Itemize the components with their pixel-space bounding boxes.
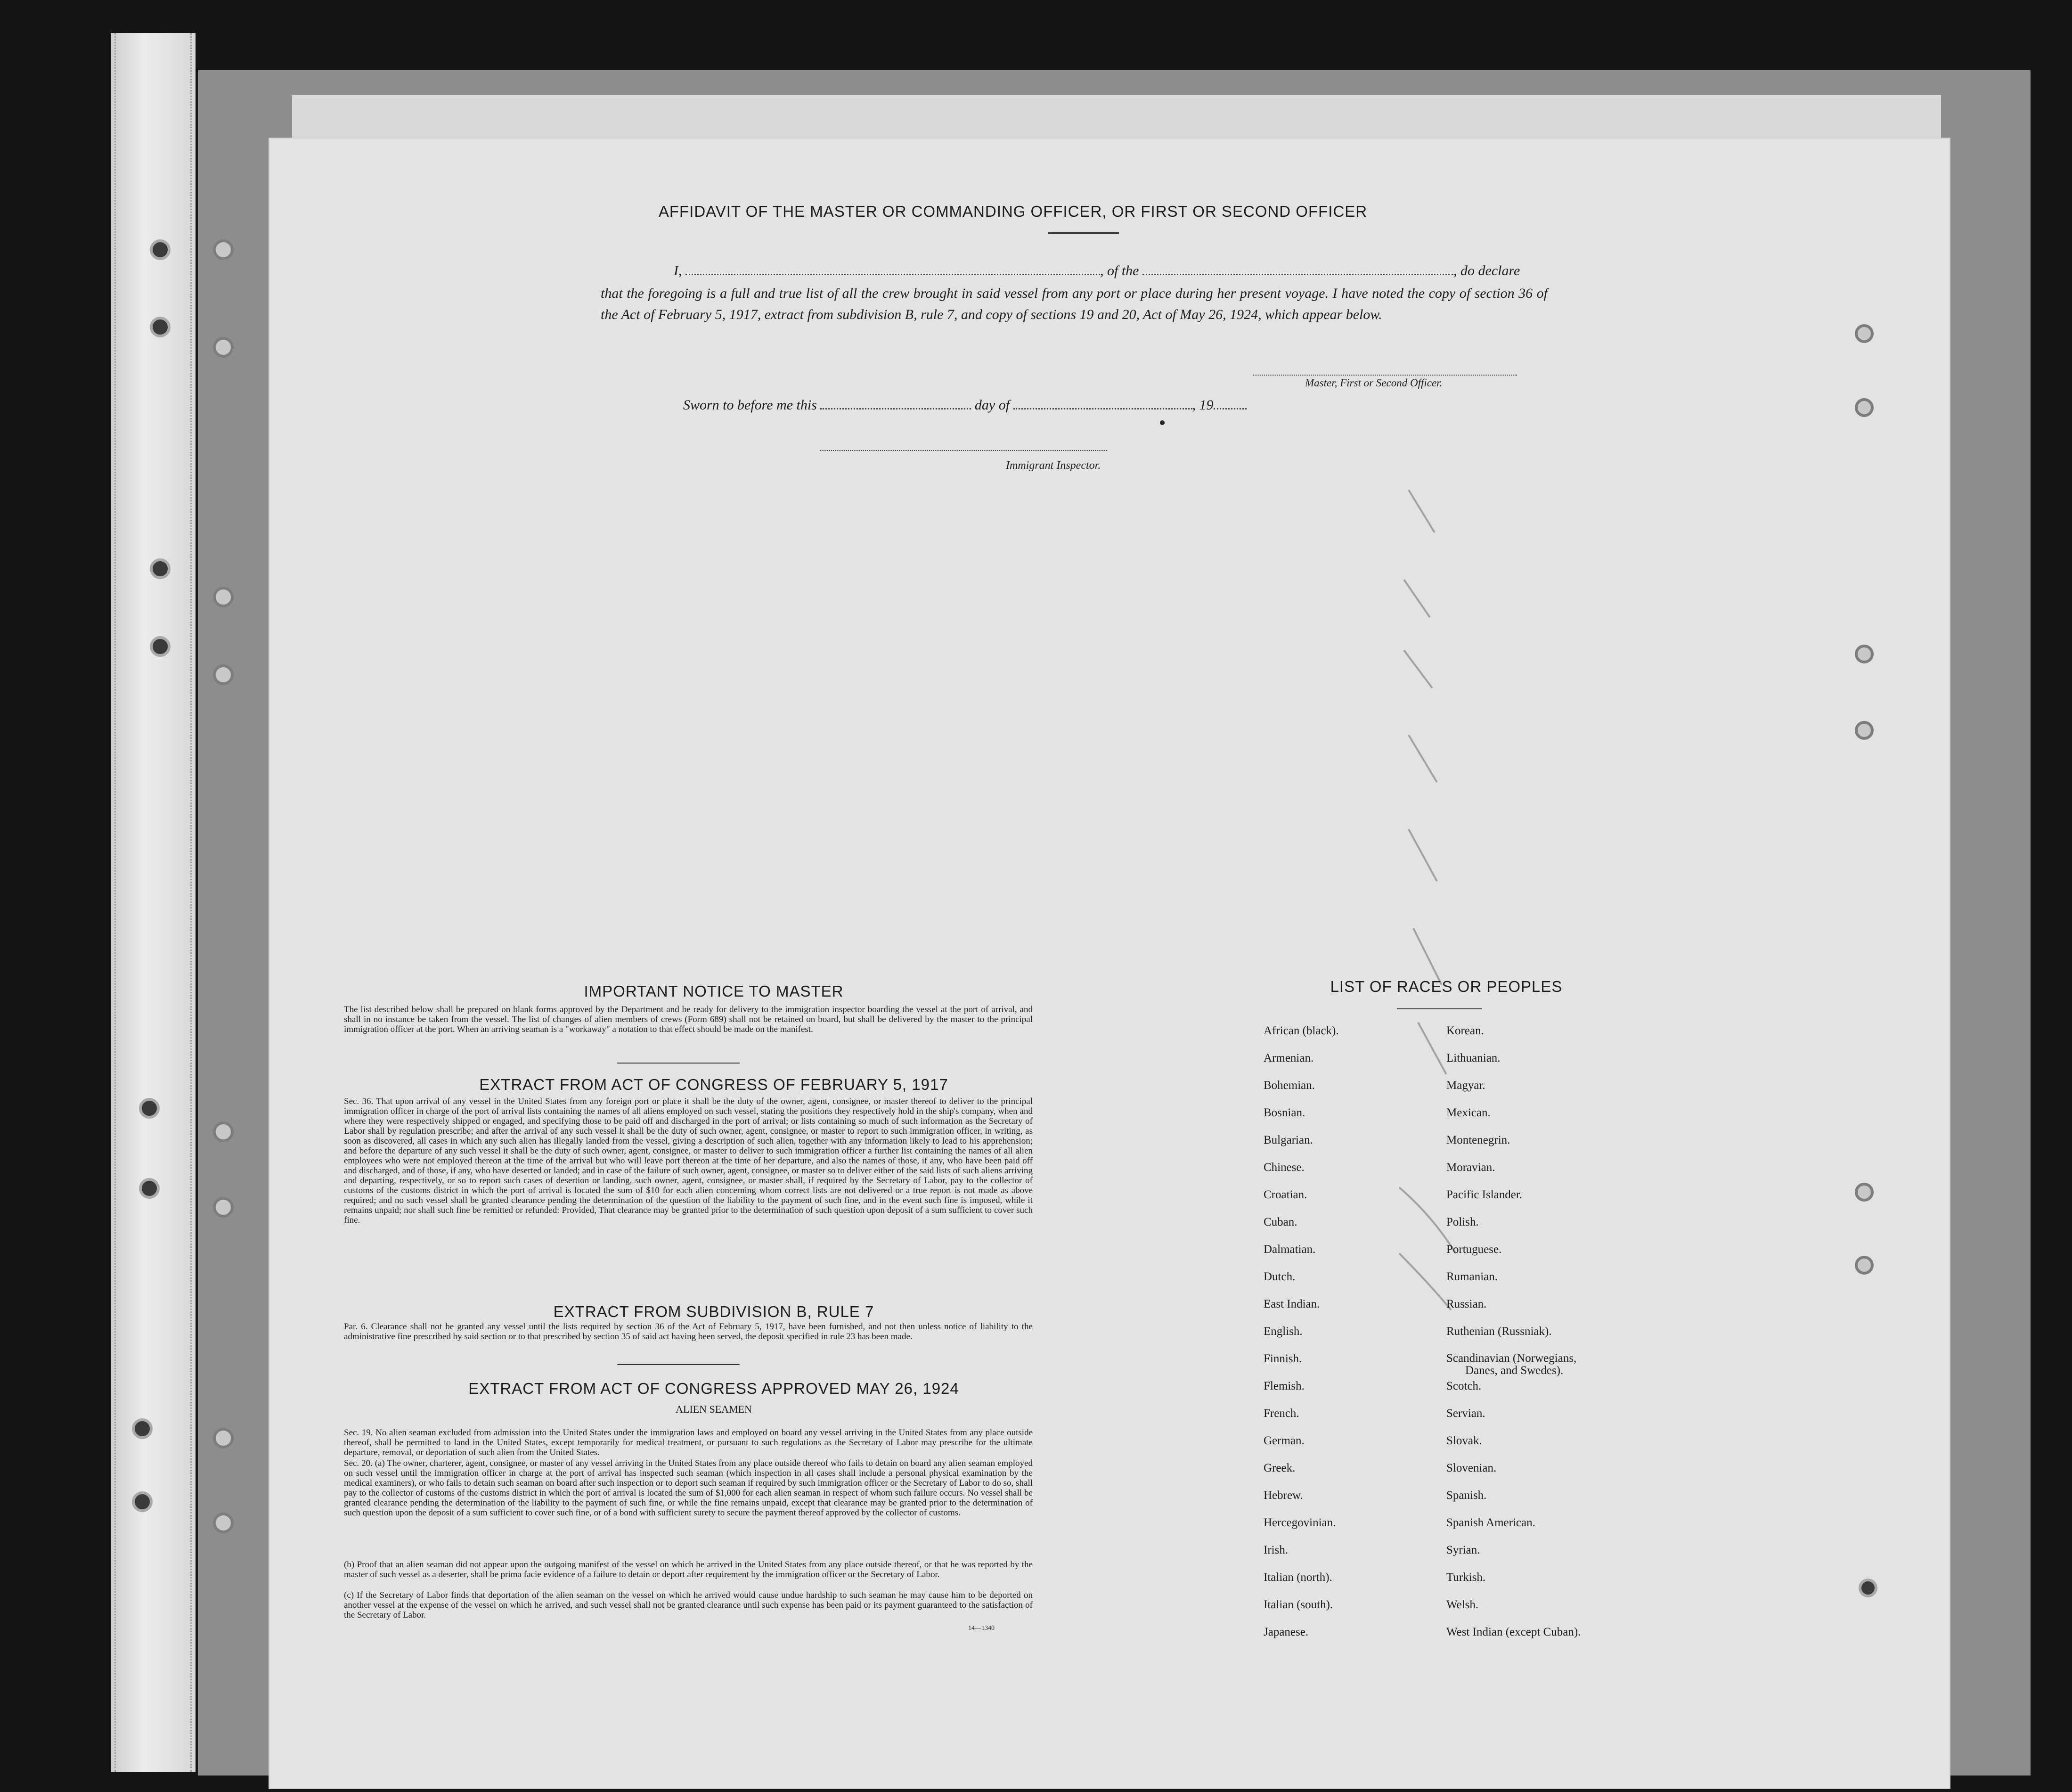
page-hole [1859, 1579, 1877, 1597]
race-item: Dalmatian. [1264, 1243, 1316, 1256]
race-item: Chinese. [1264, 1161, 1305, 1174]
race-item: Dutch. [1264, 1270, 1296, 1283]
binder-hole [139, 1098, 160, 1119]
race-item: Hebrew. [1264, 1489, 1303, 1502]
race-item: Polish. [1446, 1216, 1479, 1228]
binder-hole [213, 587, 234, 607]
binder-hole [150, 636, 171, 657]
extract-1924-title: EXTRACT FROM ACT OF CONGRESS APPROVED MAY 26, 1924 [468, 1380, 959, 1397]
races-left-column [1264, 1024, 1339, 1653]
page-hole [1855, 324, 1874, 343]
race-item: Scotch. [1446, 1380, 1482, 1392]
binder-hole [150, 317, 171, 337]
binder-hole [150, 239, 171, 260]
extract-1924-sec19: Sec. 19. No alien seaman excluded from admission into the United States under the immigration laws and employed on board any vessel arriving in the United States from any place outside thereof, shall be permitted to land in the United States, except temporarily for medical treatment, or pursuant to such regulations as the Secretary of Labor may prescribe for the ultimate departure, removal, or deportation of such alien from the United States. [344, 1428, 1033, 1457]
race-item: Spanish. [1446, 1489, 1487, 1502]
race-item-multiline [1446, 1352, 1581, 1380]
race-item: Croatian. [1264, 1188, 1307, 1201]
binder-hole [139, 1178, 160, 1199]
declarant-name-field[interactable] [685, 274, 1100, 275]
notice-title: IMPORTANT NOTICE TO MASTER [584, 982, 844, 1000]
section-rule [617, 1364, 740, 1365]
form-number: 14—1340 [968, 1625, 995, 1632]
race-item: Greek. [1264, 1462, 1296, 1474]
declarant-prefix: I, [674, 263, 682, 278]
race-item: Pacific Islander. [1446, 1188, 1523, 1201]
sworn-day-field[interactable] [820, 408, 971, 409]
race-item: Turkish. [1446, 1571, 1486, 1584]
extract-1924-sec20c: (c) If the Secretary of Labor finds that deportation of the alien seaman on the vessel on which he arrived would cause undue hardship to such seaman he may cause him to be deported on another vessel at the expense of the vessel on which he arrived, and such vessel shall not be granted clearance until such expense has been paid or its payment guaranteed to the satisfaction of the Secretary of Labor. [344, 1590, 1033, 1620]
race-item: Russian. [1446, 1298, 1487, 1310]
extract-1924-sec20b: (b) Proof that an alien seaman did not appear upon the outgoing manifest of the vessel on which he arrived in the United States from any place outside thereof, or that he was reported by the master of such vessel as a deserter, shall be prima facie evidence of a failure to detain or deport after requirement by the immigration officer or the Secretary of Labor. [344, 1560, 1033, 1579]
affidavit-title: AFFIDAVIT OF THE MASTER OR COMMANDING OFFICER, OR FIRST OR SECOND OFFICER [658, 203, 1368, 220]
extract-rule7-title: EXTRACT FROM SUBDIVISION B, RULE 7 [553, 1303, 874, 1320]
race-item: Japanese. [1264, 1626, 1309, 1638]
binder-hole [213, 239, 234, 260]
binder-hole [213, 1121, 234, 1142]
vessel-name-field[interactable] [1142, 274, 1453, 275]
race-item: Armenian. [1264, 1052, 1314, 1064]
binder-hole [150, 558, 171, 579]
race-item: East Indian. [1264, 1298, 1320, 1310]
page-hole [1855, 721, 1874, 740]
race-item: African (black). [1264, 1024, 1339, 1037]
binder-hole [132, 1491, 153, 1512]
binder-hole [213, 1428, 234, 1448]
races-rule [1397, 1008, 1482, 1009]
ink-dot [1160, 420, 1165, 425]
race-item: English. [1264, 1325, 1303, 1338]
race-item: Slovenian. [1446, 1462, 1497, 1474]
race-item: Korean. [1446, 1024, 1484, 1037]
race-item: Flemish. [1264, 1380, 1305, 1392]
master-signature-line[interactable] [1253, 375, 1517, 376]
declare-label: , do declare [1453, 263, 1520, 278]
notice-text: The list described below shall be prepared on blank forms approved by the Department and be ready for delivery to the immigration inspector boarding the vessel at the port of arrival, and shall in no instance be taken from the vessel. The list of changes of alien members of crews (Form 689) shall not be retained on board, but shall be delivered by the master to the principal immigration officer at the port. When an arriving seaman is a "workaway" a notation to that effect should be made on the manifest. [344, 1005, 1033, 1034]
race-item: Irish. [1264, 1544, 1289, 1556]
race-item: Ruthenian (Russniak). [1446, 1325, 1552, 1338]
declaration-body: that the foregoing is a full and true list of all the crew brought in said vessel from any port or place during her present voyage. I have noted the copy of section 36 of the Act of February 5, 1917, extract from subdivision B, rule 7, and copy of sections 19 and 20, Act of May 26, 1924, which appear below. [601, 286, 1548, 322]
race-item: Cuban. [1264, 1216, 1297, 1228]
race-item: Syrian. [1446, 1544, 1480, 1556]
races-right-column [1446, 1024, 1581, 1653]
race-item-continuation: Danes, and Swedes). [1465, 1364, 1564, 1377]
race-item: West Indian (except Cuban). [1446, 1626, 1581, 1638]
race-item: Hercegovinian. [1264, 1516, 1336, 1529]
race-item: Lithuanian. [1446, 1052, 1501, 1064]
sworn-line [683, 397, 1247, 413]
master-caption: Master, First or Second Officer. [1305, 377, 1443, 389]
race-item: Portuguese. [1446, 1243, 1502, 1256]
binder-hole [213, 1197, 234, 1218]
extract-1917-text: Sec. 36. That upon arrival of any vessel in the United States from any foreign port or place it shall be the duty of the owner, agent, consignee, or master thereof to deliver to the principal immigration officer in charge of the port of arrival lists containing the names of all aliens employed on such vessel, stating the positions they respectively hold in the ship's company, when and where they were respectively shipped or engaged, and specifying those to be paid off and discharged in the port of arrival; or lists containing so much of such information as the Secretary of Labor shall by regulation prescribe; and after the arrival of any such vessel it shall be the duty of such owner, agent, consignee, or master to report to such immigration officer, in writing, as soon as discovered, all cases in which any such alien has illegally landed from the vessel, giving a description of such alien, together with any information likely to lead to his apprehension; and before the departure of any such vessel it shall be the duty of such owner, agent, consignee, or master to deliver to such immigration officer a further list containing the names of all alien employees who were not employed thereon at the time of the arrival but who will leave port thereon at the time of her departure, and also the names of those, if any, who have been paid off and discharged, and of those, if any, who have deserted or landed; and in case of the failure of such owner, agent, consignee, or master so to deliver either of the said lists of such aliens arriving and departing, respectively, or so to report such cases of desertion or landing, such owner, agent, consignee, or master shall, if required by the Secretary of Labor, pay to the collector of customs of the customs district in which the port of arrival is located the sum of $10 for each alien concerning whom correct lists are not delivered or a true report is not made as above required; and no such vessel shall be granted clearance pending the determination of the question of the liability to the payment of such fine, and in the event such fine is imposed, while it remains unpaid; nor shall such fine be remitted or refunded: Provided, That clearance may be granted prior to the determination of such question upon deposit of a sum sufficient to cover such fine. [344, 1096, 1033, 1225]
section-rule [617, 1063, 740, 1064]
race-item: French. [1264, 1407, 1299, 1420]
race-item: Bosnian. [1264, 1106, 1305, 1119]
binder-hole [213, 664, 234, 685]
race-item: Bohemian. [1264, 1079, 1315, 1092]
year-label: , 19 [1192, 397, 1214, 413]
race-item: Welsh. [1446, 1598, 1479, 1611]
race-item: Slovak. [1446, 1434, 1482, 1447]
binder-hole [213, 337, 234, 358]
race-item: Italian (north). [1264, 1571, 1332, 1584]
document-page [269, 138, 1950, 1789]
of-the-label: , of the [1100, 263, 1139, 278]
race-item: Magyar. [1446, 1079, 1485, 1092]
page-hole [1855, 1183, 1874, 1202]
extract-1917-title: EXTRACT FROM ACT OF CONGRESS OF FEBRUARY 5, 1917 [479, 1076, 948, 1093]
alien-seamen-subtitle: ALIEN SEAMEN [676, 1403, 752, 1415]
extract-rule7-text: Par. 6. Clearance shall not be granted any vessel until the lists required by section 36 of the Act of February 5, 1917, have been furnished, and not then unless notice of liability to the administrative fine prescribed by said section or to that prescribed by section 35 of said act having been served, the deposit specified in rule 23 has been made. [344, 1322, 1033, 1342]
race-item: Moravian. [1446, 1161, 1495, 1174]
race-item: Scandinavian (Norwegians, [1446, 1352, 1577, 1365]
race-item: Rumanian. [1446, 1270, 1498, 1283]
inspector-signature-line[interactable] [820, 450, 1107, 451]
page-hole [1855, 1256, 1874, 1275]
page-hole [1855, 645, 1874, 663]
race-item: Bulgarian. [1264, 1134, 1313, 1146]
declaration-line [674, 263, 1545, 279]
race-item: Mexican. [1446, 1106, 1491, 1119]
day-of-label: day of [974, 397, 1010, 413]
race-item: German. [1264, 1434, 1305, 1447]
sworn-year-field[interactable] [1214, 408, 1247, 409]
extract-1924-sec20a: Sec. 20. (a) The owner, charterer, agent, consignee, or master of any vessel arriving in the United States from any place outside thereof who fails to detain on board any alien seaman employed on such vessel until the immigration officer in charge at the port of arrival has inspected such seaman (which inspection in all cases shall include a personal physical examination by the medical examiners), or who fails to detain such seaman on board after such inspection or to deport such seaman if required by such immigration officer or the Secretary of Labor to do so, shall pay to the collector of customs of the customs district in which the port of arrival is located the sum of $1,000 for each alien seaman in respect of whom such failure occurs. No vessel shall be granted clearance pending the determination of the liability to the payment of such fine, or while the fine remains unpaid, except that clearance may be granted prior to the determination of such question upon the deposit of a sum sufficient to cover such fine, or of a bond with sufficient surety to secure the payment thereof approved by the collector of customs. [344, 1458, 1033, 1518]
title-rule [1048, 232, 1119, 234]
binder-strip [111, 33, 196, 1772]
sworn-label: Sworn to before me this [683, 397, 817, 413]
races-title: LIST OF RACES OR PEOPLES [1330, 978, 1563, 995]
race-item: Montenegrin. [1446, 1134, 1510, 1146]
race-item: Italian (south). [1264, 1598, 1333, 1611]
inspector-caption: Immigrant Inspector. [1006, 459, 1101, 472]
sworn-month-field[interactable] [1013, 408, 1192, 409]
binder-hole [132, 1418, 153, 1439]
race-item: Spanish American. [1446, 1516, 1535, 1529]
race-item: Servian. [1446, 1407, 1485, 1420]
page-hole [1855, 398, 1874, 417]
binder-hole [213, 1513, 234, 1533]
race-item: Finnish. [1264, 1352, 1302, 1365]
